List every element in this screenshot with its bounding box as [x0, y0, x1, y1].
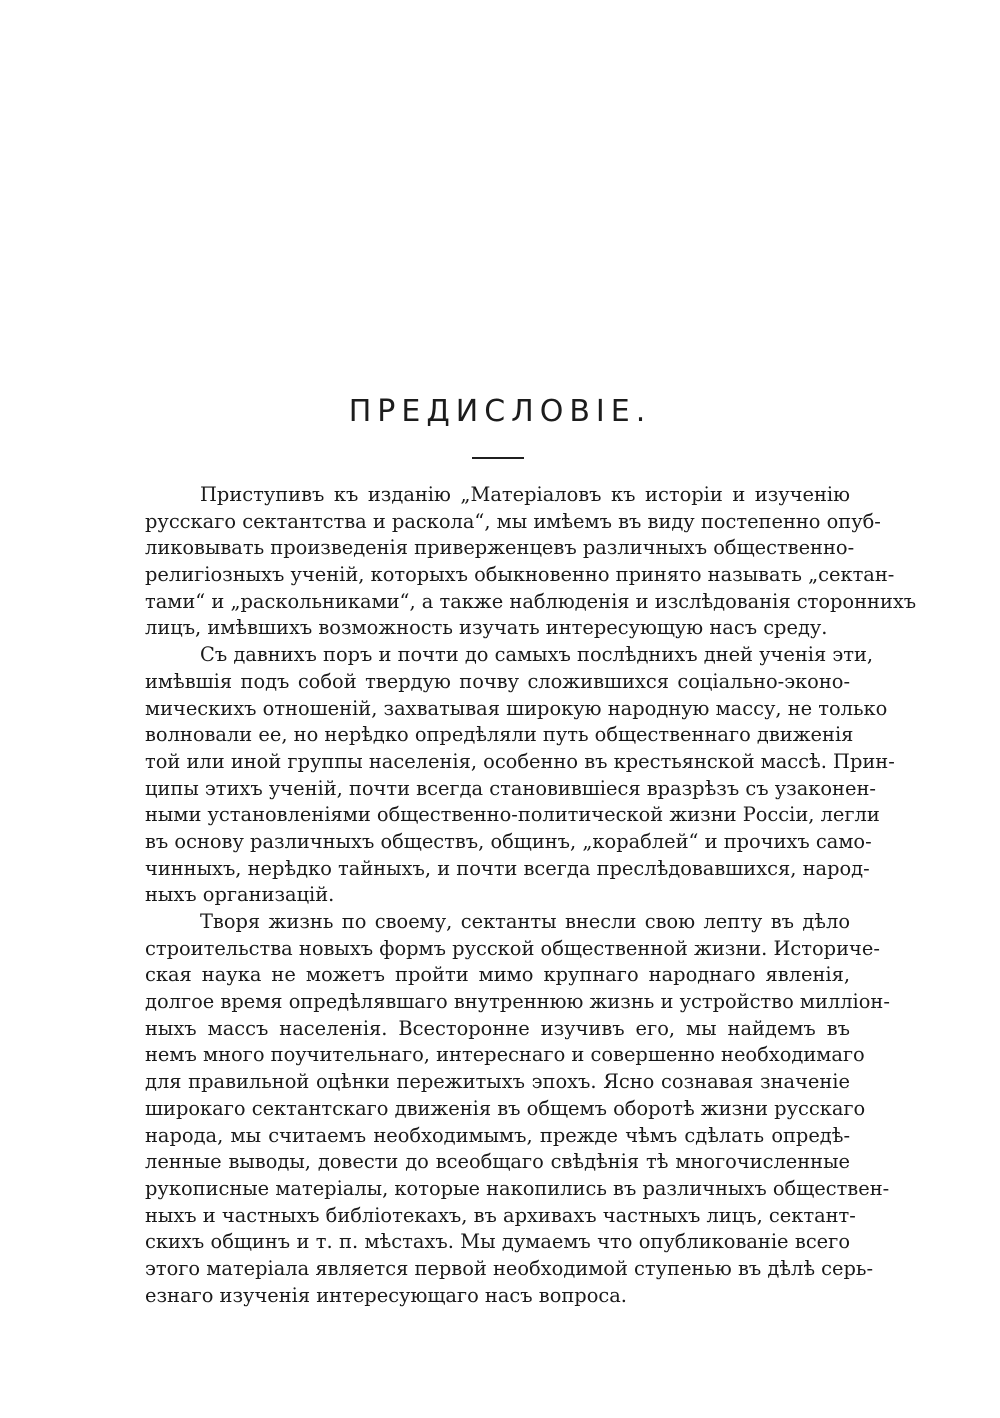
- text-line: немъ много поучительнаго, интереснаго и совершенно необходимаго: [145, 1043, 865, 1067]
- text-line: строительства новыхъ формъ русской общественной жизни. Историче-: [145, 936, 880, 960]
- heading-divider: [472, 457, 524, 459]
- page-heading: ПРЕДИСЛОВІЕ.: [348, 394, 652, 429]
- text-line: езнаго изученія интересующаго насъ вопроса.: [145, 1283, 627, 1307]
- text-line: ными установленіями общественно-политической жизни Россіи, легли: [145, 803, 880, 827]
- text-line: имѣвшія подъ собой твердую почву сложившихся соціально-эконо-: [145, 669, 850, 693]
- text-line: долгое время опредѣлявшаго внутреннюю жизнь и устройство милліон-: [145, 990, 890, 1014]
- text-line: волновали ее, но нерѣдко опредѣляли путь общественнаго движенія: [145, 723, 854, 747]
- text-line: ская наука не можетъ пройти мимо крупнаго народнаго явленія,: [145, 963, 850, 987]
- text-line: скихъ общинъ и т. п. мѣстахъ. Мы думаемъ что опубликованіе всего: [145, 1230, 850, 1254]
- paragraph-1: [145, 482, 917, 642]
- text-line: этого матеріала является первой необходимой ступенью въ дѣлѣ серь-: [145, 1256, 874, 1280]
- text-line: рукописные матеріалы, которые накопились въ различныхъ обществен-: [145, 1176, 890, 1200]
- text-line: ципы этихъ ученій, почти всегда становившіеся вразрѣзъ съ узаконен-: [145, 776, 876, 800]
- text-line: широкаго сектантскаго движенія въ общемъ оборотѣ жизни русскаго: [145, 1096, 866, 1120]
- text-line: ликовывать произведенія приверженцевъ различныхъ общественно-: [145, 536, 855, 560]
- paragraph-2: [145, 642, 895, 909]
- text-line: религіозныхъ ученій, которыхъ обыкновенно принято называть „сектан-: [145, 563, 895, 587]
- text-line: ленные выводы, довести до всеобщаго свѣдѣнія тѣ многочисленные: [145, 1150, 850, 1174]
- text-line: Съ давнихъ поръ и почти до самыхъ послѣднихъ дней ученія эти,: [200, 643, 874, 667]
- text-line: лицъ, имѣвшихъ возможность изучать интересующую насъ среду.: [145, 616, 828, 640]
- text-line: чинныхъ, нерѣдко тайныхъ, и почти всегда преслѣдовавшихся, народ-: [145, 856, 870, 880]
- body-text: [145, 482, 917, 1309]
- text-line: Приступивъ къ изданію „Матеріаловъ къ исторіи и изученію: [200, 483, 850, 506]
- text-line: тами“ и „раскольниками“, а также наблюденія и изслѣдованія стороннихъ: [145, 589, 917, 613]
- text-line: народа, мы считаемъ необходимымъ, прежде чѣмъ сдѣлать опредѣ-: [145, 1123, 850, 1147]
- text-line: Творя жизнь по своему, сектанты внесли свою лепту въ дѣло: [200, 910, 850, 933]
- text-line: ныхъ массъ населенія. Всесторонне изучивъ его, мы найдемъ въ: [145, 1016, 850, 1040]
- text-line: русскаго сектантства и раскола“, мы имѣемъ въ виду постепенно опуб-: [145, 509, 881, 533]
- paragraph-3: [145, 909, 890, 1309]
- text-line: мическихъ отношеній, захватывая широкую народную массу, не только: [145, 696, 888, 720]
- text-line: для правильной оцѣнки пережитыхъ эпохъ. Ясно сознавая значеніе: [145, 1070, 850, 1094]
- text-line: ныхъ организацій.: [145, 883, 335, 907]
- text-line: той или иной группы населенія, особенно въ крестьянской массѣ. Прин-: [145, 749, 895, 773]
- text-line: ныхъ и частныхъ библіотекахъ, въ архивахъ частныхъ лицъ, сектант-: [145, 1203, 856, 1227]
- text-line: въ основу различныхъ обществъ, общинъ, „кораблей“ и прочихъ само-: [145, 829, 872, 853]
